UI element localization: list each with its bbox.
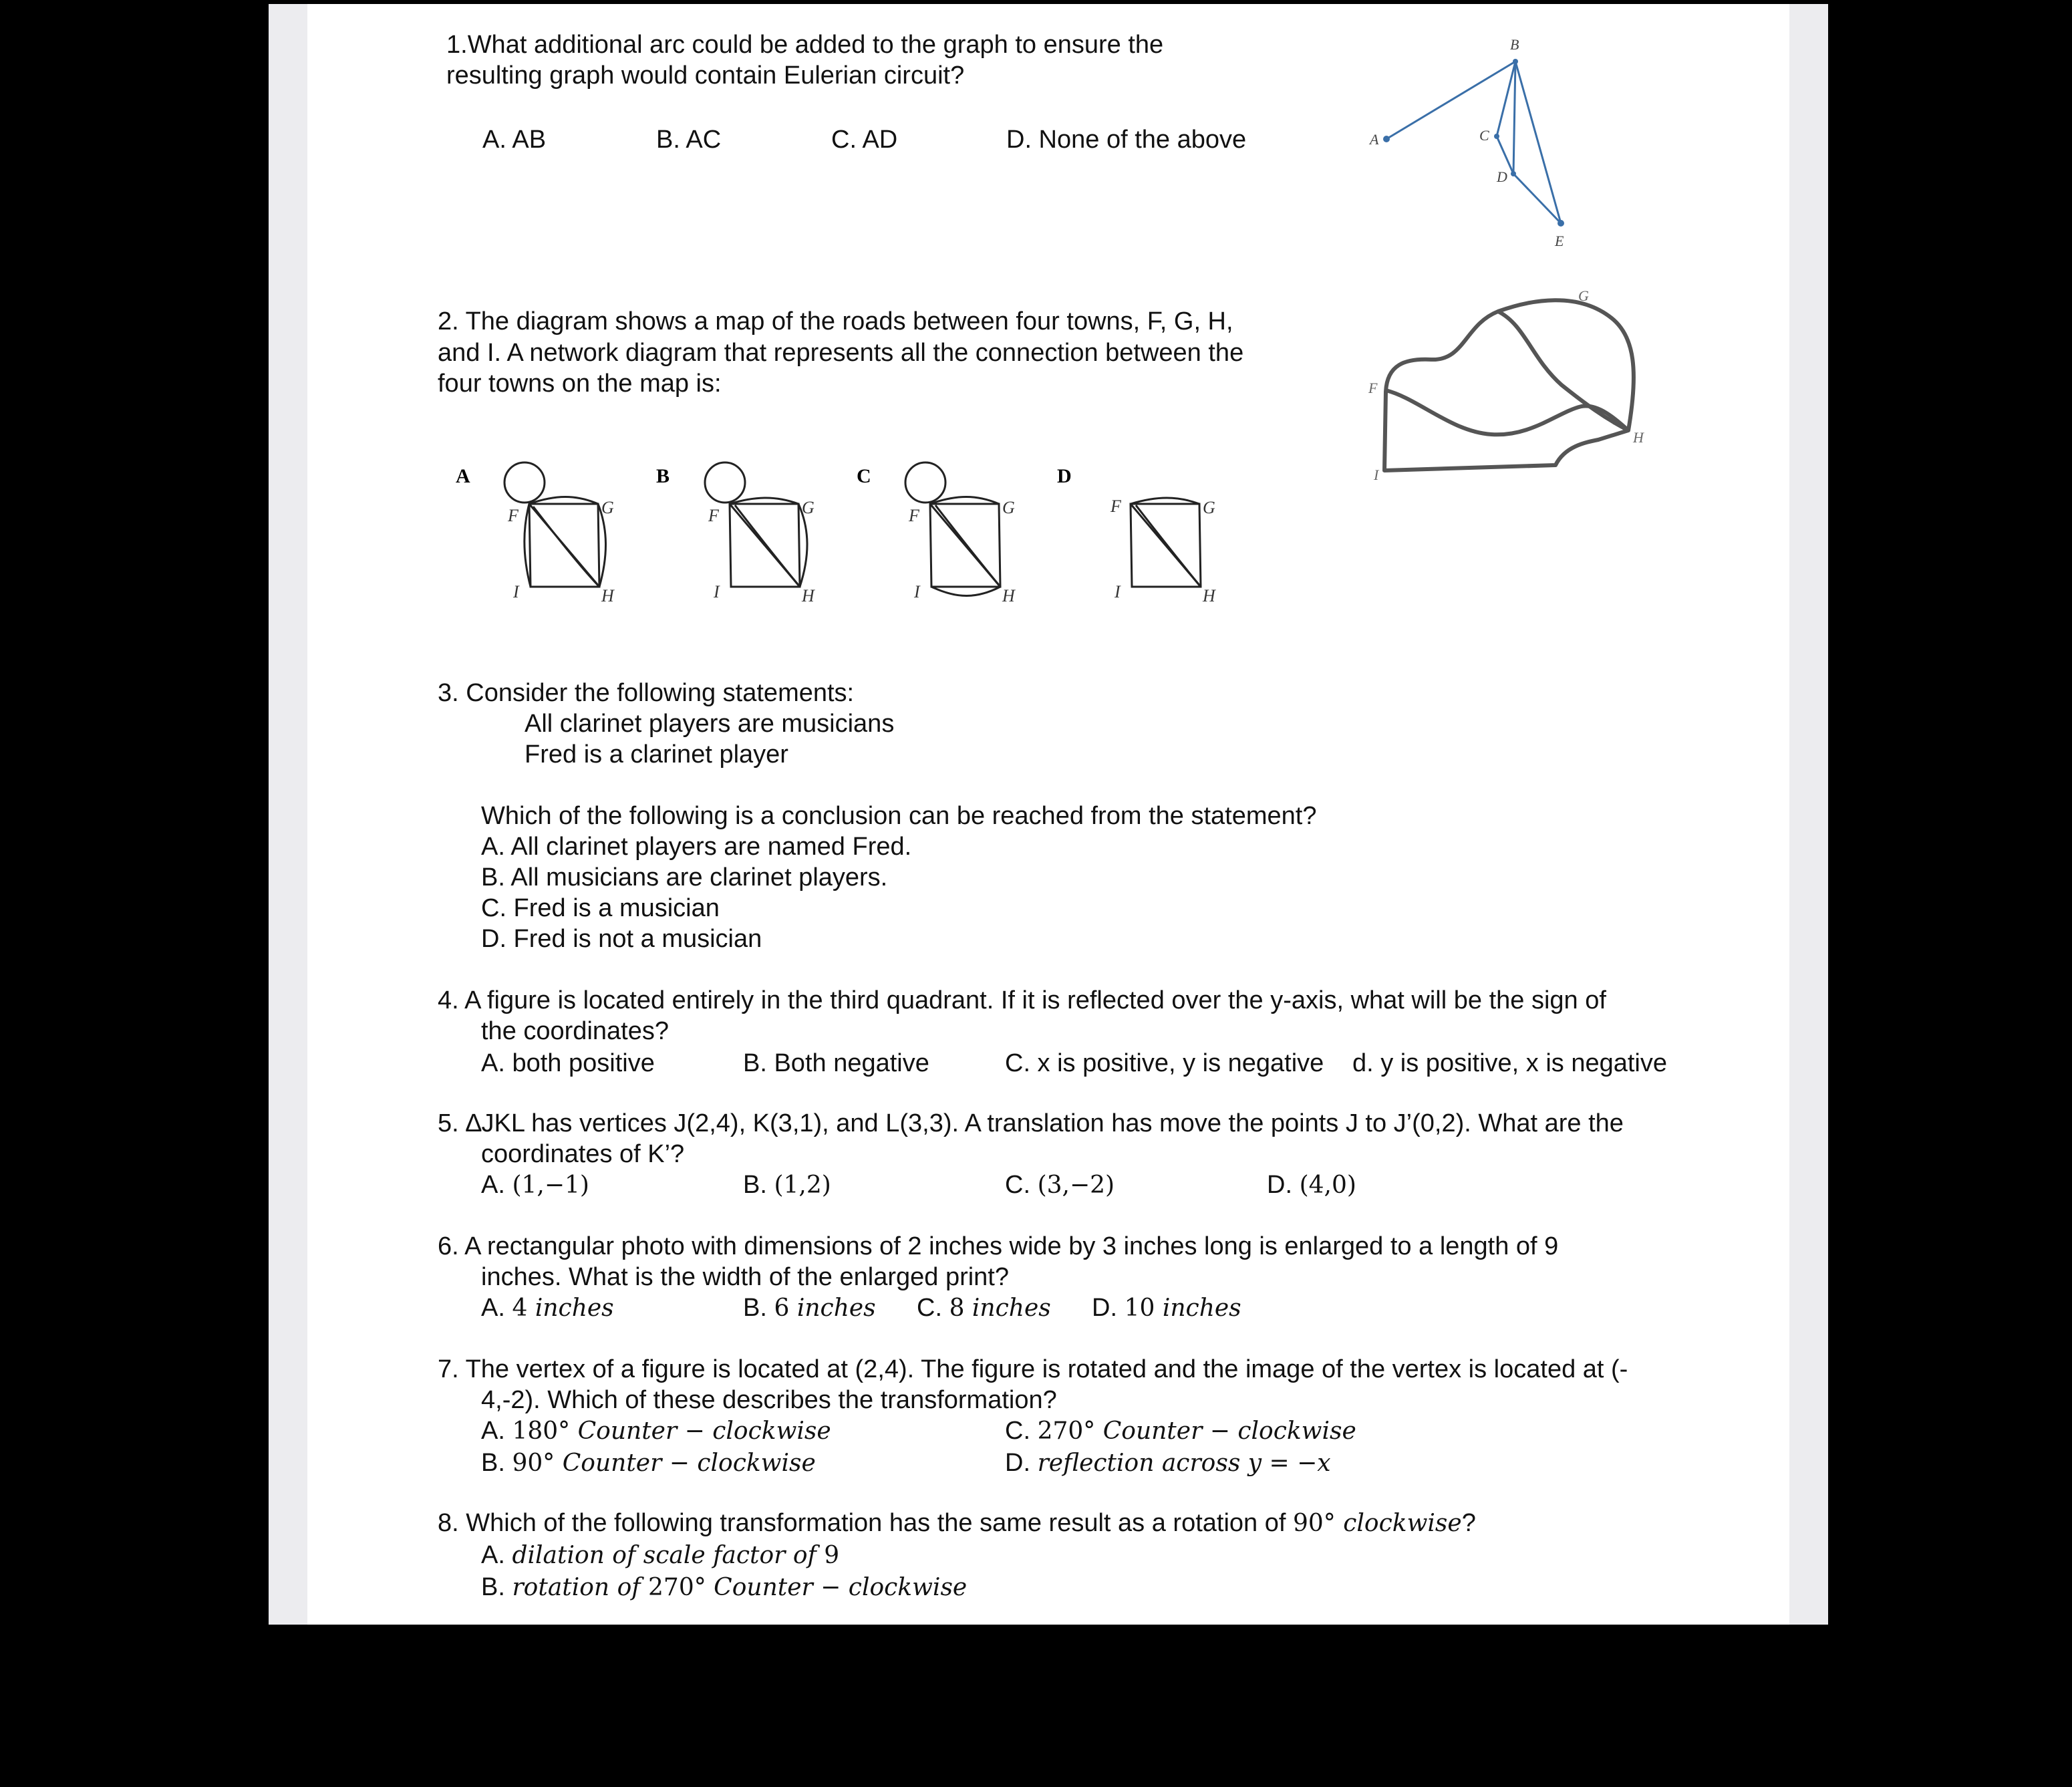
q1-vertex-b-label: B (1510, 36, 1519, 53)
q6-option-a: A. 4 inches (481, 1294, 614, 1322)
q1-option-b: B. AC (656, 126, 722, 154)
q2-option-c-g-label: G (1002, 498, 1015, 517)
q1-vertex-e-label: E (1555, 233, 1564, 249)
q6-option-d: D. 10 inches (1092, 1294, 1241, 1322)
q2-option-a-i-label: I (513, 582, 519, 601)
q7-option-c: C. 270° Counter − clockwise (1005, 1417, 1356, 1445)
q8-option-b: B. rotation of 270° Counter − clockwise (481, 1573, 968, 1601)
q2-prompt-line3: four towns on the map is: (438, 370, 722, 398)
q6-prompt-line1: 6. A rectangular photo with dimensions of 2 inches wide by 3 inches long is enlarged to a length of 9 (438, 1232, 1559, 1260)
q2-option-d-letter: D (1057, 465, 1072, 487)
q2-option-d-g-label: G (1203, 498, 1215, 517)
q6-option-b: B. 6 inches (743, 1294, 876, 1322)
q1-graph-diagram (1364, 24, 1585, 258)
q1-vertex-c-label: C (1479, 127, 1489, 144)
q5-option-b: B. (1,2) (743, 1171, 831, 1199)
q2-map-h-label: H (1633, 429, 1644, 446)
q3-option-b: B. All musicians are clarinet players. (481, 863, 888, 891)
q3-option-a: A. All clarinet players are named Fred. (481, 833, 912, 861)
q7-prompt-line2: 4,-2). Which of these describes the transformation? (481, 1386, 1057, 1414)
q3-prompt: 3. Consider the following statements: (438, 679, 855, 707)
q2-road-map (1364, 285, 1645, 485)
q1-option-c: C. AD (831, 126, 898, 154)
q4-prompt-line2: the coordinates? (481, 1017, 669, 1045)
q7-prompt-line1: 7. The vertex of a figure is located at (2,4). The figure is rotated and the image of the vertex is located at (- (438, 1355, 1628, 1383)
q6-prompt-line2: inches. What is the width of the enlarged print? (481, 1263, 1010, 1291)
q7-option-d: D. reflection across y = −x (1005, 1449, 1331, 1477)
q2-option-d-i-label: I (1115, 582, 1121, 601)
q2-option-c-f-label: F (909, 506, 919, 525)
q6-option-c: C. 8 inches (917, 1294, 1051, 1322)
q2-option-b-network (656, 456, 850, 609)
q5-option-d: D. (4,0) (1267, 1171, 1356, 1199)
q2-option-b-i-label: I (714, 582, 720, 601)
q1-prompt-line2: resulting graph would contain Eulerian circuit? (446, 61, 965, 90)
q2-option-c-network (857, 456, 1050, 609)
q7-option-b: B. 90° Counter − clockwise (481, 1449, 816, 1477)
q7-option-a: A. 180° Counter − clockwise (481, 1417, 831, 1445)
q2-option-b-f-label: F (708, 506, 719, 525)
q2-option-c-h-label: H (1002, 586, 1015, 605)
q2-map-g-label: G (1578, 287, 1589, 304)
q2-option-c-letter: C (857, 465, 871, 487)
q5-option-a: A. (1,−1) (481, 1171, 589, 1199)
q4-option-d: d. y is positive, x is negative (1352, 1049, 1667, 1077)
q4-prompt-line1: 4. A figure is located entirely in the third quadrant. If it is reflected over the y-axis, what will be the sign of (438, 986, 1606, 1014)
q5-option-c: C. (3,−2) (1005, 1171, 1115, 1199)
q4-option-b: B. Both negative (743, 1049, 929, 1077)
q1-option-d: D. None of the above (1006, 126, 1247, 154)
q8-prompt: 8. Which of the following transformation has the same result as a rotation of 90° clockwise? (438, 1509, 1476, 1537)
q3-question: Which of the following is a conclusion can be reached from the statement? (481, 802, 1317, 830)
worksheet-page (269, 4, 1828, 1625)
q2-option-b-h-label: H (802, 586, 815, 605)
q1-option-a: A. AB (482, 126, 547, 154)
q1-prompt-line1: 1.What additional arc could be added to the graph to ensure the (446, 31, 1164, 59)
q3-statement-2: Fred is a clarinet player (525, 740, 788, 769)
q1-vertex-a-label: A (1370, 131, 1379, 148)
q2-option-a-letter: A (456, 465, 470, 487)
q2-option-a-h-label: H (601, 586, 614, 605)
q2-option-a-f-label: F (508, 506, 519, 525)
q2-option-d-h-label: H (1203, 586, 1215, 605)
q2-map-f-label: F (1368, 380, 1378, 396)
q2-option-d-network (1057, 456, 1251, 609)
q5-prompt-line1: 5. ∆JKL has vertices J(2,4), K(3,1), and L(3,3). A translation has move the points J to J’(0,2). What are the (438, 1109, 1624, 1137)
q2-option-b-letter: B (656, 465, 670, 487)
q3-option-d: D. Fred is not a musician (481, 925, 762, 953)
q8-option-a: A. dilation of scale factor of 9 (481, 1541, 840, 1569)
q2-prompt-line1: 2. The diagram shows a map of the roads between four towns, F, G, H, (438, 307, 1233, 335)
q2-option-a-g-label: G (601, 498, 614, 517)
q2-option-d-f-label: F (1111, 497, 1121, 516)
q2-option-a-network (456, 456, 649, 609)
q2-map-i-label: I (1374, 466, 1379, 483)
q5-prompt-line2: coordinates of K’? (481, 1140, 685, 1168)
q1-vertex-d-label: D (1497, 168, 1507, 185)
q3-option-c: C. Fred is a musician (481, 894, 720, 922)
q2-option-c-i-label: I (914, 582, 920, 601)
q3-statement-1: All clarinet players are musicians (525, 710, 895, 738)
q2-prompt-line2: and I. A network diagram that represents all the connection between the (438, 339, 1244, 367)
q4-option-a: A. both positive (481, 1049, 655, 1077)
q2-option-b-g-label: G (802, 498, 815, 517)
q4-option-c: C. x is positive, y is negative (1005, 1049, 1324, 1077)
